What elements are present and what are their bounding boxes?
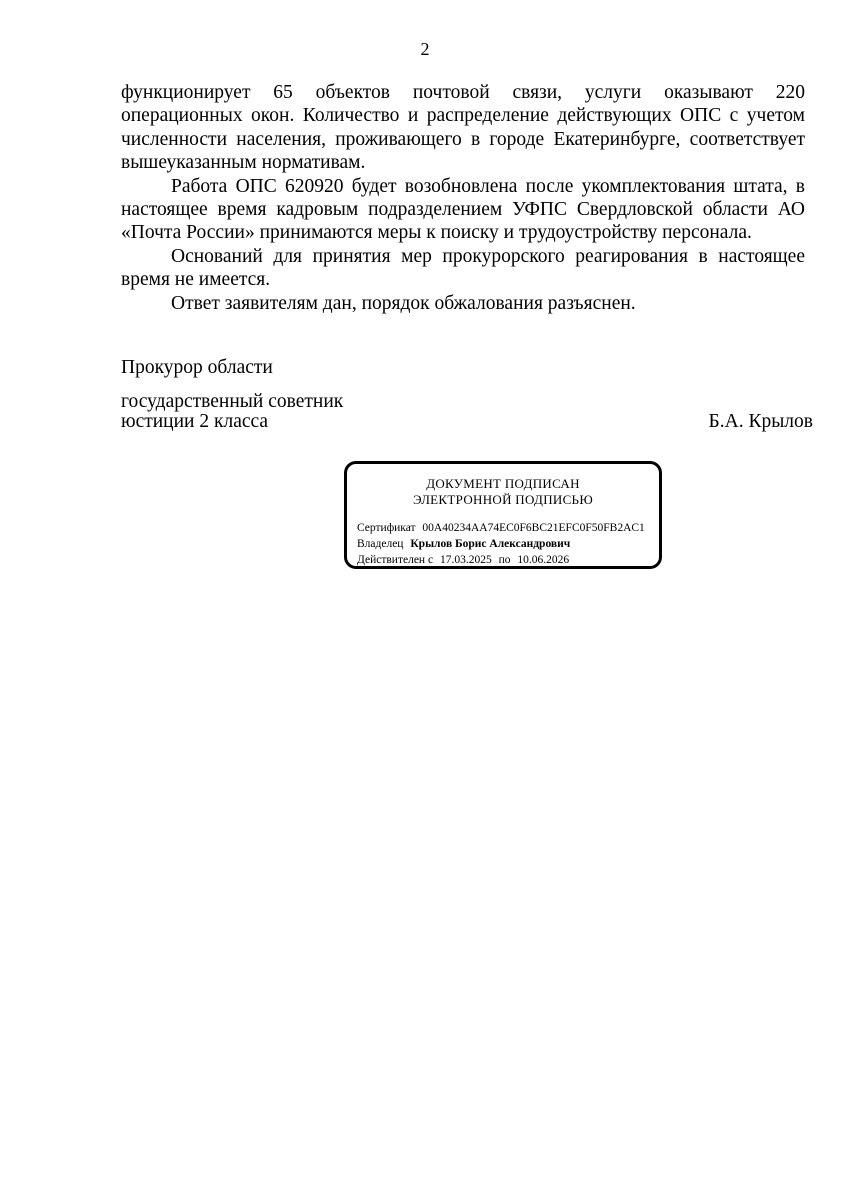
stamp-owner-label: Владелец xyxy=(357,538,404,550)
electronic-signature-stamp xyxy=(344,461,662,569)
signatory-position: Прокурор области xyxy=(121,357,273,378)
paragraph-continuation: функционирует 65 объектов почтовой связи, услуги оказывают 220 операционных окон. Количество и распределение действующих ОПС с учетом численности населения, проживающего в городе Екатеринбурге, соответствует вышеуказанным нормативам. xyxy=(121,82,805,174)
stamp-owner-value: Крылов Борис Александрович xyxy=(410,538,571,550)
stamp-valid-to-label: по xyxy=(498,554,511,566)
stamp-valid-from: 17.03.2025 xyxy=(439,554,492,566)
paragraph-reply-given: Ответ заявителям дан, порядок обжалования разъяснен. xyxy=(171,292,636,314)
stamp-valid-to: 10.06.2026 xyxy=(517,554,570,566)
stamp-owner-row xyxy=(357,536,649,552)
stamp-certificate-row xyxy=(357,520,649,536)
stamp-heading-line2: ЭЛЕКТРОННОЙ ПОДПИСЬЮ xyxy=(413,492,593,507)
signatory-block xyxy=(121,392,813,432)
stamp-valid-label: Действителен с xyxy=(357,554,434,566)
letter-body xyxy=(121,81,805,315)
paragraph-no-grounds: Оснований для принятия мер прокурорского реагирования в настоящее время не имеется. xyxy=(121,245,805,291)
signatory-rank-line2: юстиции 2 класса xyxy=(121,411,269,432)
stamp-certificate-label: Сертификат xyxy=(357,522,416,534)
signatory-rank-line1: государственный советник xyxy=(121,391,344,412)
stamp-details xyxy=(357,520,649,568)
page-number: 2 xyxy=(420,39,430,59)
stamp-validity-row xyxy=(357,552,649,568)
stamp-certificate-value: 00A40234AA74EC0F6BC21EFC0F50FB2AC1 xyxy=(422,522,645,534)
stamp-heading xyxy=(357,476,649,508)
signatory-name: Б.А. Крылов xyxy=(708,411,813,432)
stamp-heading-line1: ДОКУМЕНТ ПОДПИСАН xyxy=(426,476,580,491)
signatory-rank-row xyxy=(121,412,813,432)
paragraph-ops-reopening: Работа ОПС 620920 будет возобновлена после укомплектования штата, в настоящее время кадровым подразделением УФПС Свердловской области АО «Почта России» принимаются меры к поиску и трудоустройству персонала. xyxy=(121,175,805,244)
